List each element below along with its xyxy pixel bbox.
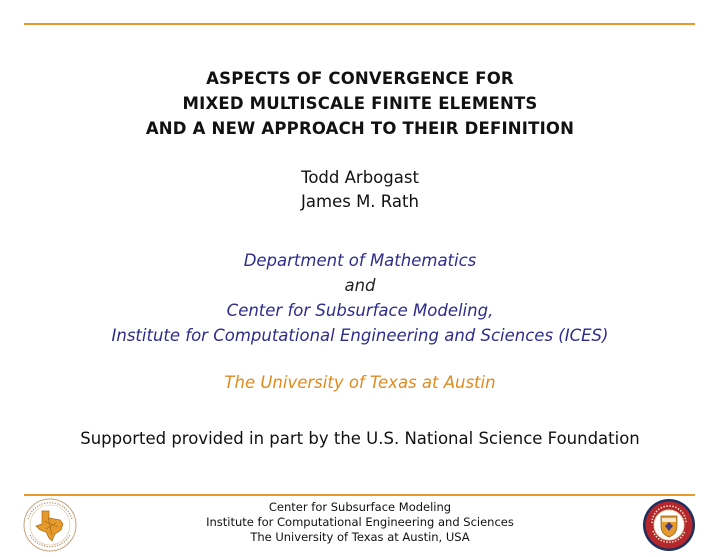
ut-seal-icon: [641, 497, 697, 553]
affiliation-center: Center for Subsurface Modeling,: [226, 301, 494, 320]
author-1: Todd Arbogast: [301, 168, 419, 187]
authors: [0, 166, 720, 214]
footer-line-2: Institute for Computational Engineering and Sciences: [206, 515, 514, 529]
support-statement: Supported provided in part by the U.S. National Science Foundation: [80, 429, 640, 448]
footer: [0, 500, 720, 545]
slide-title: [0, 66, 720, 141]
title-line-1: ASPECTS OF CONVERGENCE FOR: [206, 69, 514, 88]
author-2: James M. Rath: [301, 192, 419, 211]
footer-line-1: Center for Subsurface Modeling: [268, 500, 452, 514]
title-line-2: MIXED MULTISCALE FINITE ELEMENTS: [182, 94, 538, 113]
bottom-rule: [24, 494, 695, 496]
title-line-3: AND A NEW APPROACH TO THEIR DEFINITION: [145, 119, 575, 138]
footer-line-3: The University of Texas at Austin, USA: [250, 530, 470, 544]
top-rule: [24, 23, 695, 25]
affiliation-and: and: [344, 276, 376, 295]
university-name: The University of Texas at Austin: [224, 373, 496, 392]
affiliation: [0, 248, 720, 348]
affiliation-department: Department of Mathematics: [243, 251, 477, 270]
affiliation-institute: Institute for Computational Engineering and Sciences (ICES): [111, 326, 609, 345]
